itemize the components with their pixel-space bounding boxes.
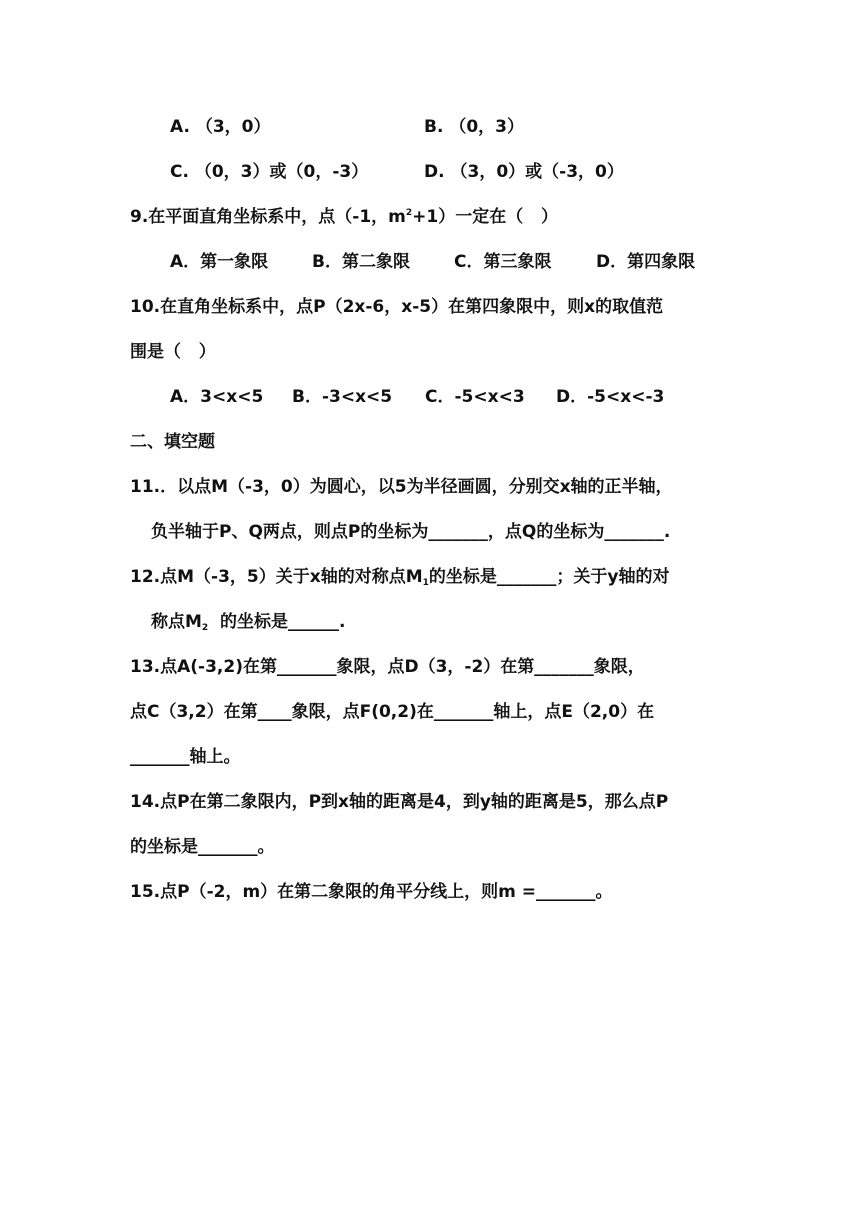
q9-stem-text-end: +1）一定在（ ）: [412, 207, 558, 227]
q12-line2-text: 称点M: [151, 612, 202, 632]
q10-option-a: A．3<x<5: [170, 387, 264, 407]
q12-line1-text-end: 的坐标是_______；关于y轴的对: [428, 567, 670, 587]
q10-stem-line2: 围是（ ）: [130, 342, 216, 362]
q12-line1-text: 12.点M（-3，5）关于x轴的对称点M: [130, 567, 423, 587]
q9-stem-text: 9.在平面直角坐标系中，点（-1，m: [130, 207, 406, 227]
q9-stem: [130, 206, 558, 228]
q9-option-c: C．第三象限: [454, 252, 552, 272]
q10-option-b: B．-3<x<5: [292, 387, 393, 407]
q9-option-a: A．第一象限: [170, 252, 269, 272]
q14-line2: 的坐标是_______。: [130, 837, 275, 857]
q13-line3: _______轴上。: [130, 747, 241, 767]
q9-option-b: B．第二象限: [312, 252, 410, 272]
q10-option-c: C．-5<x<3: [425, 387, 525, 407]
q12-line2: [151, 611, 345, 633]
q9-superscript: 2: [405, 208, 413, 218]
q12-subscript-1: 1: [422, 578, 429, 588]
section-title: 二、填空题: [130, 432, 215, 452]
q11-line2: 负半轴于P、Q两点，则点P的坐标为_______，点Q的坐标为_______.: [151, 522, 671, 542]
q12-line1: [130, 566, 670, 588]
q9-option-d: D．第四象限: [596, 252, 696, 272]
q13-line2: 点C（3,2）在第____象限，点F(0,2)在_______轴上，点E（2,0）在: [130, 702, 655, 722]
q14-line1: 14.点P在第二象限内，P到x轴的距离是4，到y轴的距离是5，那么点P: [130, 792, 669, 812]
q13-line1: 13.点A(-3,2)在第_______象限，点D（3，-2）在第_______象限，: [130, 657, 645, 677]
q12-subscript-2: 2: [201, 623, 209, 633]
q8-option-c: C. （0，3）或（0，-3）: [170, 162, 369, 182]
q8-option-d: D. （3，0）或（-3，0）: [424, 162, 624, 182]
q11-line1: 11.．以点M（-3，0）为圆心，以5为半径画圆，分别交x轴的正半轴，: [130, 477, 673, 497]
q15-line1: 15.点P（-2，m）在第二象限的角平分线上，则m =_______。: [130, 882, 613, 902]
q8-option-a: A. （3，0）: [170, 117, 271, 137]
q8-option-b: B. （0，3）: [424, 117, 524, 137]
q10-option-d: D．-5<x<-3: [556, 387, 665, 407]
q10-stem-line1: 10.在直角坐标系中，点P（2x-6，x-5）在第四象限中，则x的取值范: [130, 297, 664, 317]
q12-line2-text-end: 的坐标是______.: [208, 612, 346, 632]
